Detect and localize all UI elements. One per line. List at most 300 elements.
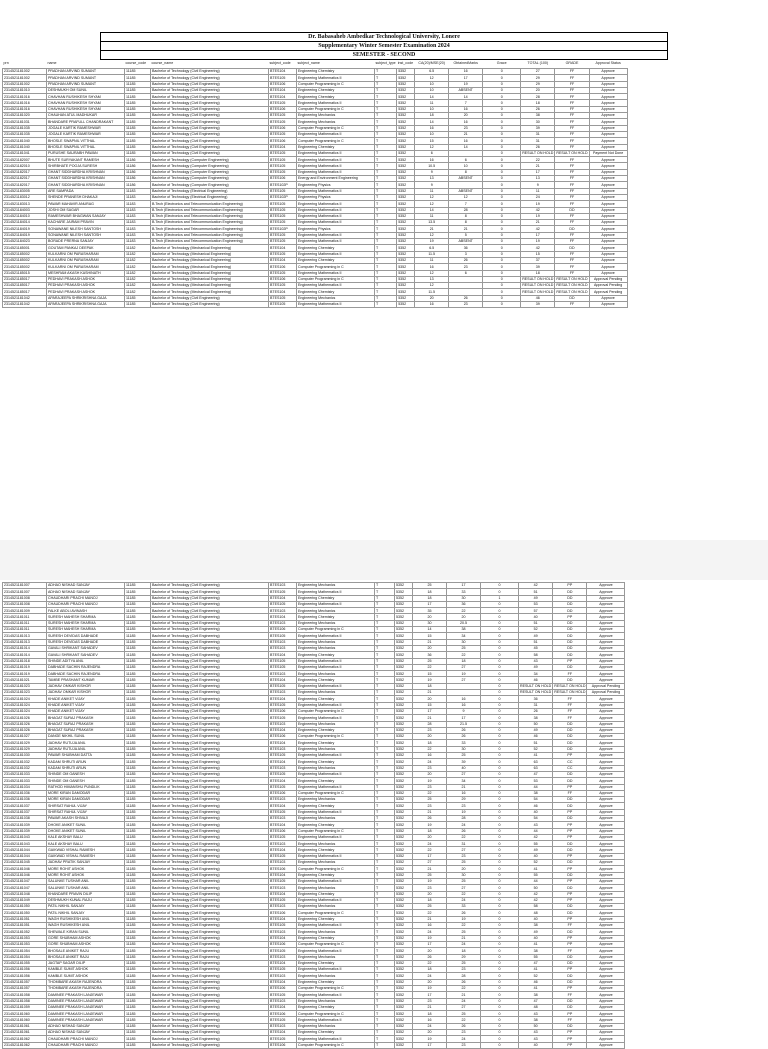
cell-subject-type: T — [375, 283, 397, 289]
cell-student-name: KADAM SHRUTI ARUN — [47, 765, 125, 771]
cell-prn: 2314521181019 — [3, 671, 47, 677]
cell-grace: 0 — [483, 194, 521, 200]
cell-grace: 0 — [481, 885, 519, 891]
cell-approval-status: Approve — [589, 220, 627, 226]
cell-total: 27 — [521, 69, 555, 75]
cell-inst-code: 5352 — [395, 1042, 413, 1048]
cell-total: 42 — [521, 226, 555, 232]
cell-ca-marks: 25 — [413, 904, 447, 910]
cell-subject-type: T — [375, 169, 397, 175]
cell-inst-code: 5352 — [397, 138, 415, 144]
cell-approval-status: Approve — [589, 94, 627, 100]
cell-course-code: 11185 — [125, 834, 151, 840]
cell-grade: DD — [555, 245, 589, 251]
cell-inst-code: 5352 — [397, 276, 415, 282]
cell-approval-status: Approve — [587, 935, 625, 941]
cell-course-code: 11186 — [125, 163, 151, 169]
cell-course-code: 11183 — [125, 232, 151, 238]
cell-subject-type: T — [375, 960, 395, 966]
cell-course-code: 11185 — [125, 1030, 151, 1036]
cell-obtained-marks: 19 — [447, 671, 481, 677]
cell-grade: DD — [553, 797, 587, 803]
cell-obtained-marks: 22 — [447, 1017, 481, 1023]
cell-ca-marks: 14 — [415, 119, 449, 125]
cell-subject-name: Engineering Chemistry — [297, 960, 375, 966]
cell-course-name: Bachelor of Technology (Civil Engineering) — [151, 803, 269, 809]
cell-approval-status: Approve — [587, 677, 625, 683]
cell-subject-code: BTES104 — [269, 144, 297, 150]
cell-grace: 0 — [481, 998, 519, 1004]
cell-grace: 0 — [483, 232, 521, 238]
cell-subject-type: T — [375, 753, 395, 759]
cell-approval-status: Approve — [587, 645, 625, 651]
cell-inst-code: 5352 — [395, 992, 413, 998]
cell-inst-code: 5352 — [395, 690, 413, 696]
cell-student-name: PRADHAN ARVIND SUMANT — [47, 75, 125, 81]
cell-subject-name: Engineering Mathematics II — [297, 201, 375, 207]
cell-grade: PP — [553, 583, 587, 589]
cell-subject-name: Engineering Chemistry — [297, 69, 375, 75]
cell-subject-type: T — [375, 790, 395, 796]
cell-subject-name: Engineering Mechanics — [297, 841, 375, 847]
cell-subject-type: T — [375, 815, 395, 821]
cell-total: 28 — [521, 94, 555, 100]
cell-course-code: 11185 — [125, 138, 151, 144]
cell-obtained-marks: 26 — [447, 979, 481, 985]
cell-ca-marks: 18 — [413, 683, 447, 689]
cell-inst-code: 5352 — [395, 979, 413, 985]
cell-subject-type: T — [375, 87, 397, 93]
cell-ca-marks: 25 — [413, 583, 447, 589]
cell-total: 58 — [519, 904, 553, 910]
cell-inst-code: 5352 — [397, 245, 415, 251]
cell-grade: DD — [553, 727, 587, 733]
cell-course-code: 11186 — [125, 169, 151, 175]
cell-grace: 0 — [481, 645, 519, 651]
cell-subject-code: BTES106 — [269, 986, 297, 992]
cell-grace: 0 — [481, 1004, 519, 1010]
cell-subject-code: BTES105 — [269, 301, 297, 307]
cell-subject-name: Engineering Mathematics II — [297, 75, 375, 81]
cell-course-code: 11185 — [125, 1042, 151, 1048]
cell-student-name: CHAUDHARI PRACHI MANOJ — [47, 1042, 125, 1048]
col-subject-code: subject_code — [269, 60, 291, 65]
cell-total: 38 — [519, 992, 553, 998]
cell-obtained-marks: 40 — [447, 765, 481, 771]
cell-prn: 2314521181044 — [3, 853, 47, 859]
cell-course-name: Bachelor of Technology (Civil Engineering) — [151, 721, 269, 727]
cell-subject-type: T — [375, 94, 397, 100]
cell-course-name: Bachelor of Technology (Civil Engineering) — [151, 1042, 269, 1048]
cell-course-name: Bachelor of Technology (Civil Engineering) — [151, 639, 269, 645]
cell-obtained-marks: 34 — [447, 633, 481, 639]
cell-course-code: 11185 — [125, 815, 151, 821]
cell-course-code: 11185 — [125, 113, 151, 119]
cell-course-code: 11185 — [125, 872, 151, 878]
cell-course-name: Bachelor of Technology (Civil Engineering) — [151, 929, 269, 935]
cell-ca-marks: 22 — [413, 910, 447, 916]
cell-inst-code: 5352 — [395, 897, 413, 903]
cell-ca-marks: 20 — [413, 645, 447, 651]
cell-student-name: KHADE ANIKET VIJAY — [47, 702, 125, 708]
cell-student-name: BHAGAT SURAJ PRAKASH — [47, 721, 125, 727]
cell-grace: 0 — [481, 860, 519, 866]
cell-total: 47 — [519, 771, 553, 777]
cell-subject-code: BTES103 — [269, 746, 297, 752]
cell-course-code: 11185 — [125, 753, 151, 759]
cell-total: 11 — [521, 188, 555, 194]
cell-subject-code: BTES106 — [269, 125, 297, 131]
cell-prn: 2314521181033 — [3, 778, 47, 784]
cell-total: 31 — [519, 702, 553, 708]
cell-prn: 2314521181032 — [3, 765, 47, 771]
cell-grade: DD — [553, 960, 587, 966]
cell-student-name: DAMINEE PRAKASH LANJEWAR — [47, 1004, 125, 1010]
cell-course-name: Bachelor of Technology (Civil Engineering) — [151, 897, 269, 903]
cell-course-name: Bachelor of Technology (Civil Engineering) — [151, 620, 269, 626]
cell-obtained-marks: 25 — [447, 645, 481, 651]
cell-inst-code: 5352 — [397, 69, 415, 75]
cell-obtained-marks: 23 — [449, 301, 483, 307]
cell-inst-code: 5352 — [395, 841, 413, 847]
cell-inst-code: 5352 — [395, 960, 413, 966]
cell-subject-name: Computer Programming in C — [297, 708, 375, 714]
cell-subject-type: T — [375, 904, 395, 910]
cell-subject-code: BTES105 — [269, 75, 297, 81]
cell-course-name: B.Tech (Electronics and Telecommunication Engineering) — [151, 239, 269, 245]
cell-inst-code: 5352 — [397, 169, 415, 175]
cell-subject-type: T — [375, 201, 397, 207]
cell-course-code: 11185 — [125, 633, 151, 639]
cell-grade: DD — [553, 601, 587, 607]
cell-course-code: 11185 — [125, 891, 151, 897]
cell-obtained-marks: 16 — [447, 790, 481, 796]
cell-subject-name: Engineering Chemistry — [297, 257, 375, 263]
cell-course-code: 11185 — [125, 784, 151, 790]
cell-approval-status: Approve — [589, 264, 627, 270]
cell-inst-code: 5352 — [397, 239, 415, 245]
cell-grace: 0 — [481, 759, 519, 765]
cell-approval-status: Approve — [589, 163, 627, 169]
cell-total: 24 — [521, 194, 555, 200]
cell-course-code: 11185 — [125, 948, 151, 954]
cell-course-code: 11185 — [125, 916, 151, 922]
cell-subject-type: T — [375, 608, 395, 614]
cell-inst-code: 5352 — [397, 220, 415, 226]
cell-obtained-marks: 27 — [447, 885, 481, 891]
cell-approval-status: Approve — [589, 239, 627, 245]
cell-ca-marks: 11.5 — [415, 289, 449, 295]
cell-total: 43 — [519, 1036, 553, 1042]
cell-subject-type: T — [375, 784, 395, 790]
cell-total: 9 — [521, 182, 555, 188]
cell-student-name: DAMINEE PRAKASH LANJEWAR — [47, 998, 125, 1004]
col-grade: GRADE — [565, 60, 579, 65]
cell-total: 38 — [521, 113, 555, 119]
cell-course-code: 11185 — [125, 734, 151, 740]
cell-subject-code: BTES104 — [269, 69, 297, 75]
cell-prn: 2314521183012 — [3, 194, 47, 200]
cell-total: 26 — [519, 708, 553, 714]
cell-subject-name: Engineering Mathematics II — [297, 771, 375, 777]
cell-subject-type: T — [375, 270, 397, 276]
cell-inst-code: 5352 — [395, 973, 413, 979]
cell-course-code: 11185 — [125, 683, 151, 689]
cell-prn: 2314521181033 — [3, 771, 47, 777]
cell-total: 47 — [519, 960, 553, 966]
cell-subject-code: BTES104 — [269, 595, 297, 601]
cell-obtained-marks: 17 — [447, 583, 481, 589]
cell-student-name: SONAWANE NILESH SANTOSH — [47, 226, 125, 232]
cell-course-code: 11185 — [125, 702, 151, 708]
cell-obtained-marks: 27 — [447, 664, 481, 670]
cell-prn: 2314521181045 — [3, 860, 47, 866]
cell-total: 36 — [519, 696, 553, 702]
cell-obtained-marks: 30 — [447, 872, 481, 878]
cell-ca-marks: 24 — [413, 759, 447, 765]
cell-student-name: SHIRSAT RAHUL VIJAY — [47, 809, 125, 815]
cell-subject-type: T — [375, 194, 397, 200]
cell-ca-marks: 15 — [415, 138, 449, 144]
cell-student-name: KADAM SHRUTI ARUN — [47, 759, 125, 765]
cell-approval-status: Approval Pending — [589, 283, 627, 289]
cell-grace: 0 — [481, 753, 519, 759]
cell-obtained-marks: 8 — [449, 169, 483, 175]
cell-grace: 0 — [483, 138, 521, 144]
cell-approval-status: Approve — [587, 746, 625, 752]
cell-course-name: Bachelor of Technology (Civil Engineering) — [151, 295, 269, 301]
cell-student-name: ARE SAMPADA — [47, 188, 125, 194]
cell-obtained-marks: 23 — [447, 1030, 481, 1036]
cell-total: 48 — [519, 1004, 553, 1010]
cell-approval-status: Approve — [587, 923, 625, 929]
cell-prn: 2314521181056 — [3, 973, 47, 979]
cell-prn: 2314521181018 — [3, 658, 47, 664]
cell-grace: 0 — [481, 671, 519, 677]
cell-inst-code: 5352 — [395, 929, 413, 935]
cell-ca-marks: 20 — [413, 834, 447, 840]
cell-prn: 2314521181046 — [3, 866, 47, 872]
cell-course-code: 11185 — [125, 923, 151, 929]
cell-course-name: Bachelor of Technology (Civil Engineering) — [151, 727, 269, 733]
cell-inst-code: 5352 — [397, 270, 415, 276]
cell-subject-name: Computer Programming in C — [297, 264, 375, 270]
cell-course-name: Bachelor of Technology (Civil Engineering) — [151, 1011, 269, 1017]
cell-approval-status: Approve — [589, 106, 627, 112]
cell-subject-type: T — [375, 797, 395, 803]
cell-course-code: 11185 — [125, 620, 151, 626]
cell-grace: 0 — [481, 683, 519, 689]
cell-course-code: 11185 — [125, 301, 151, 307]
cell-grace: 0 — [481, 986, 519, 992]
cell-ca-marks: 19 — [415, 239, 449, 245]
cell-subject-name: Engineering Chemistry — [297, 696, 375, 702]
cell-student-name: CHAVHAN RUSHIKESH SHYAM — [47, 100, 125, 106]
cell-ca-marks: 15 — [413, 671, 447, 677]
cell-obtained-marks: 39 — [447, 759, 481, 765]
cell-prn: 2314521181041 — [3, 150, 47, 156]
cell-subject-type: T — [375, 645, 395, 651]
cell-total: 49 — [519, 595, 553, 601]
cell-subject-type: T — [375, 264, 397, 270]
cell-grade: DD — [553, 1023, 587, 1029]
cell-prn: 2314521181029 — [3, 746, 47, 752]
cell-approval-status: Approve — [587, 652, 625, 658]
cell-subject-name: Computer Programming in C — [297, 828, 375, 834]
cell-subject-type: T — [375, 740, 395, 746]
cell-ca-marks: 21 — [413, 809, 447, 815]
cell-course-code: 11185 — [125, 150, 151, 156]
cell-approval-status: Approve — [587, 872, 625, 878]
cell-grade: FF — [555, 144, 589, 150]
cell-student-name: SURESH MAHESH SHARMA — [47, 627, 125, 633]
cell-course-name: Bachelor of Technology (Civil Engineering) — [151, 601, 269, 607]
cell-grace: 0 — [481, 967, 519, 973]
cell-grace: 0 — [481, 696, 519, 702]
cell-prn: 2314521182007 — [3, 157, 47, 163]
cell-student-name: KHADE ANIKET VIJAY — [47, 696, 125, 702]
cell-prn: 2314521181050 — [3, 910, 47, 916]
cell-subject-type: T — [375, 897, 395, 903]
cell-subject-name: Engineering Physics — [297, 182, 375, 188]
cell-obtained-marks: 20 — [447, 614, 481, 620]
cell-total: 41 — [519, 967, 553, 973]
cell-total: 47 — [519, 998, 553, 1004]
cell-ca-marks: 20 — [413, 696, 447, 702]
cell-grade: DD — [553, 841, 587, 847]
cell-student-name: JAGTAP SAGAR DILIP — [47, 960, 125, 966]
cell-approval-status: Approve — [587, 878, 625, 884]
cell-student-name: PAWAR MAHAVIR ANURAG — [47, 201, 125, 207]
cell-course-name: Bachelor of Technology (Civil Engineering) — [151, 1017, 269, 1023]
cell-grace: 0 — [483, 251, 521, 257]
cell-subject-code: BTES106 — [269, 106, 297, 112]
cell-student-name: ADHAO NISHAD SANJAY — [47, 589, 125, 595]
cell-grade: FF — [555, 100, 589, 106]
cell-prn: 2314521181023 — [3, 683, 47, 689]
cell-subject-code: BTES104 — [269, 916, 297, 922]
cell-grace: 0 — [483, 144, 521, 150]
cell-course-name: Bachelor of Technology (Civil Engineering) — [151, 815, 269, 821]
cell-student-name: KULKARNI OM PARASHARAM — [47, 251, 125, 257]
cell-grace: 0 — [481, 891, 519, 897]
cell-subject-code: BTES103 — [269, 1023, 297, 1029]
cell-student-name: JADHAV RUTUJA ANIL — [47, 740, 125, 746]
cell-prn: 2314521181057 — [3, 979, 47, 985]
cell-course-name: Bachelor of Technology (Civil Engineering) — [151, 690, 269, 696]
cell-prn: 2314521181055 — [3, 960, 47, 966]
cell-inst-code: 5352 — [395, 834, 413, 840]
cell-inst-code: 5352 — [397, 144, 415, 150]
cell-prn: 2314521181044 — [3, 847, 47, 853]
cell-grade: FF — [553, 696, 587, 702]
cell-ca-marks: 21 — [415, 226, 449, 232]
cell-inst-code: 5352 — [395, 759, 413, 765]
cell-subject-code: BTES103 — [269, 690, 297, 696]
cell-ca-marks: 11 — [415, 213, 449, 219]
cell-grade: DD — [553, 595, 587, 601]
cell-inst-code: 5352 — [395, 910, 413, 916]
cell-subject-code: BTES106 — [269, 734, 297, 740]
cell-total: 38 — [519, 790, 553, 796]
cell-inst-code: 5352 — [395, 790, 413, 796]
cell-course-name: Bachelor of Technology (Civil Engineering) — [151, 986, 269, 992]
cell-prn: 2314521181026 — [3, 721, 47, 727]
cell-grace: 0 — [481, 614, 519, 620]
cell-course-name: Bachelor of Technology (Civil Engineering) — [151, 834, 269, 840]
cell-course-code: 11185 — [125, 803, 151, 809]
cell-grade: FF — [555, 176, 589, 182]
cell-student-name: SHIRBHATE POOJA SURESH — [47, 163, 125, 169]
cell-grade: FF — [555, 213, 589, 219]
cell-grace: 0 — [483, 176, 521, 182]
cell-inst-code: 5352 — [397, 87, 415, 93]
cell-course-code: 11185 — [125, 954, 151, 960]
cell-grade: PP — [553, 891, 587, 897]
cell-subject-code: BTES103 — [269, 929, 297, 935]
cell-inst-code: 5352 — [395, 891, 413, 897]
cell-total: 30 — [521, 119, 555, 125]
cell-prn: 2314521181002 — [3, 69, 47, 75]
cell-ca-marks: 35 — [413, 608, 447, 614]
cell-ca-marks: 36 — [413, 652, 447, 658]
cell-course-name: Bachelor of Technology (Civil Engineering) — [151, 595, 269, 601]
cell-course-name: B.Tech (Electronics and Telecommunication Engineering) — [151, 226, 269, 232]
cell-obtained-marks: 34 — [447, 778, 481, 784]
cell-course-name: Bachelor of Technology (Mechanical Engineering) — [151, 251, 269, 257]
cell-total: 51 — [519, 620, 553, 626]
cell-prn: 2314521181007 — [3, 583, 47, 589]
cell-grade: FF — [555, 239, 589, 245]
col-prn: prn — [3, 60, 9, 65]
cell-prn: 2314521181042 — [3, 301, 47, 307]
cell-subject-code: BTES106 — [269, 708, 297, 714]
cell-student-name: JADHAV RUTUJA ANIL — [47, 746, 125, 752]
cell-grade: RESULT ON HOLD — [556, 289, 588, 294]
cell-grace: 0 — [483, 245, 521, 251]
cell-subject-type: T — [375, 923, 395, 929]
cell-student-name: THOMBARE AKASH RAJENDRA — [47, 986, 125, 992]
cell-approval-status: Approve — [589, 251, 627, 257]
cell-obtained-marks: 10 — [449, 163, 483, 169]
cell-student-name: CHAUHAN ATUL MADHUKAR — [47, 113, 125, 119]
cell-subject-type: T — [375, 847, 395, 853]
cell-total: 46 — [519, 734, 553, 740]
cell-course-code: 11185 — [125, 639, 151, 645]
cell-grade: CC — [553, 765, 587, 771]
cell-subject-code: BTES103 — [269, 645, 297, 651]
cell-grade: DD — [553, 608, 587, 614]
cell-inst-code: 5352 — [395, 935, 413, 941]
cell-prn: 2314521183005 — [3, 188, 47, 194]
cell-course-code: 11183 — [125, 239, 151, 245]
cell-course-code: 11185 — [125, 583, 151, 589]
cell-ca-marks: 24 — [413, 841, 447, 847]
cell-ca-marks: 18 — [413, 967, 447, 973]
cell-grade: FF — [553, 715, 587, 721]
cell-grace: 0 — [481, 746, 519, 752]
cell-ca-marks: 12 — [415, 144, 449, 150]
cell-total: 34 — [519, 671, 553, 677]
cell-student-name: KALE AKSHAY BALU — [47, 841, 125, 847]
cell-student-name: THOMBARE AKASH RAJENDRA — [47, 979, 125, 985]
cell-student-name: BHOSALE ANIKET RAJU — [47, 954, 125, 960]
cell-prn: 2314521181007 — [3, 589, 47, 595]
cell-approval-status: Approve — [589, 69, 627, 75]
semester-title: SEMESTER - SECOND — [101, 51, 667, 60]
cell-approval-status: Approval Pending — [589, 276, 627, 282]
cell-approval-status: Approve — [587, 860, 625, 866]
